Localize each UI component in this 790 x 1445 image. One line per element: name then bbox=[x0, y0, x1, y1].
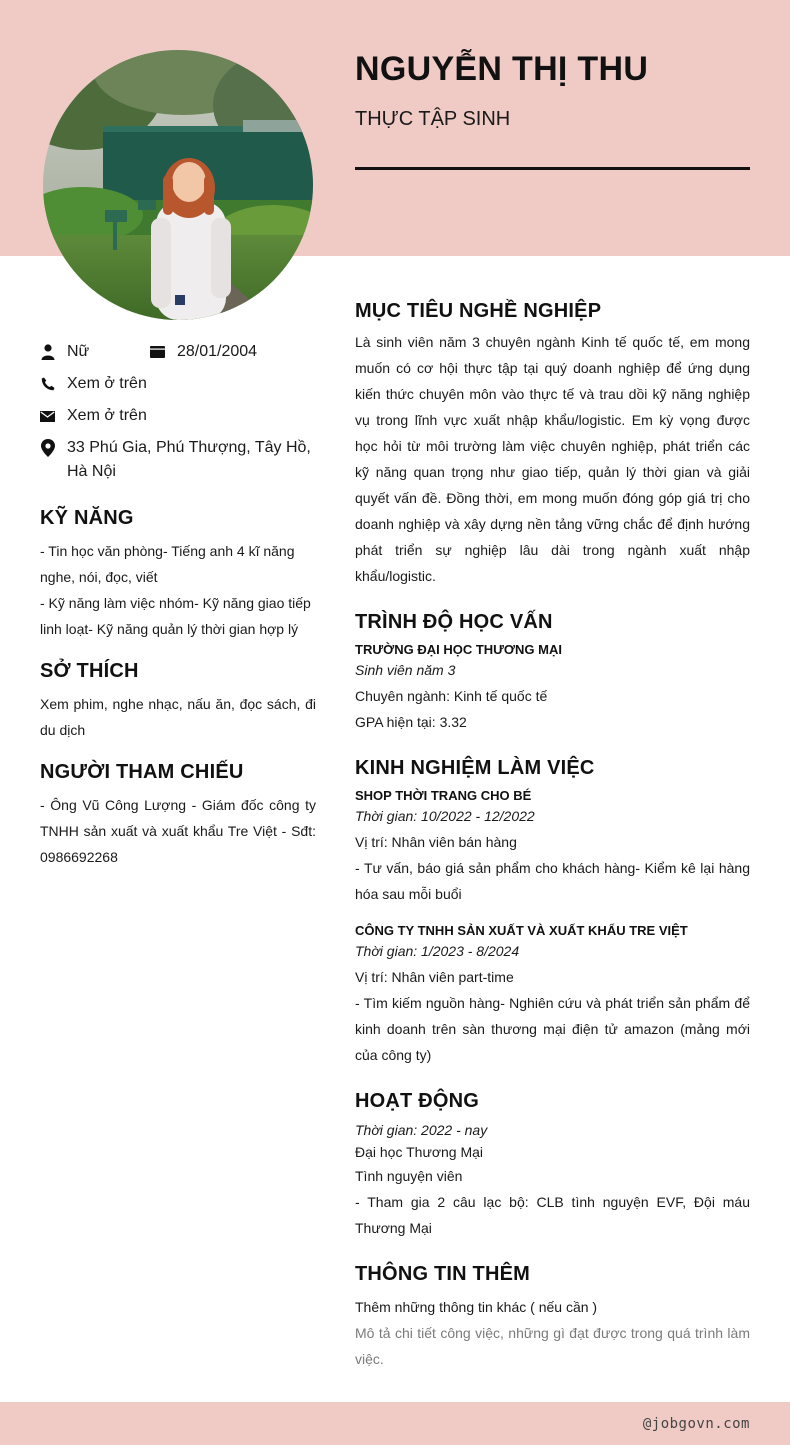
activities-description: - Tham gia 2 câu lạc bộ: CLB tình nguyện EVF, Đội máu Thương Mại bbox=[355, 1194, 750, 1236]
references-section bbox=[40, 761, 316, 870]
experience-entry bbox=[355, 921, 750, 1068]
experience-period: Thời gian: 10/2022 - 12/2022 bbox=[355, 808, 535, 824]
left-column bbox=[40, 340, 316, 870]
objective-text: Là sinh viên năm 3 chuyên ngành Kinh tế quốc tế, em mong muốn có cơ hội thực tập tại quý doanh nghiệp để ứng dụng kiến thức chuyên môn vào thực tế và trau dồi kỹ năng nghiệp vụ trong lĩnh vực xuất nhập khẩu/logistic. Em kỳ vọng được học hỏi từ môi trường làm việc chuyên nghiệp, phát triển các kỹ năng quan trọng như giao tiếp, quản lý thời gian và giải quyết vấn đề. Đồng thời, em mong muốn đóng góp giá trị cho doanh nghiệp và xây dựng nền tảng vững chắc để định hướng phát triển sự nghiệp lâu dài trong ngành xuất nhập khẩu/logistic. bbox=[355, 334, 750, 584]
experience-heading: KINH NGHIỆM LÀM VIỆC bbox=[355, 757, 595, 779]
profile-photo bbox=[43, 50, 313, 320]
activities-section bbox=[355, 1090, 750, 1241]
additional-info-section bbox=[355, 1263, 750, 1372]
contact-phone bbox=[40, 372, 316, 396]
additional-info-heading: THÔNG TIN THÊM bbox=[355, 1263, 531, 1285]
right-column bbox=[355, 300, 750, 1394]
hobbies-section bbox=[40, 660, 316, 743]
job-title: THỰC TẬP SINH bbox=[355, 108, 511, 130]
experience-company: CÔNG TY TNHH SẢN XUẤT VÀ XUẤT KHẨU TRE VIỆT bbox=[355, 923, 688, 938]
additional-info-placeholder: Mô tả chi tiết công việc, những gì đạt được trong quá trình làm việc. bbox=[355, 1325, 750, 1367]
hobbies-heading: SỞ THÍCH bbox=[40, 660, 139, 682]
experience-section bbox=[355, 757, 750, 1068]
footer-watermark: @jobgovn.com bbox=[642, 1416, 750, 1432]
experience-position: Vị trí: Nhân viên bán hàng bbox=[355, 834, 517, 850]
activities-heading: HOẠT ĐỘNG bbox=[355, 1090, 480, 1112]
experience-entry bbox=[355, 786, 750, 907]
profile-photo-illustration bbox=[43, 50, 313, 320]
activities-period: Thời gian: 2022 - nay bbox=[355, 1122, 488, 1138]
skills-section bbox=[40, 507, 316, 642]
experience-position: Vị trí: Nhân viên part-time bbox=[355, 969, 514, 985]
education-gpa: GPA hiện tại: 3.32 bbox=[355, 714, 467, 730]
envelope-icon bbox=[40, 404, 55, 428]
location-pin-icon bbox=[40, 436, 55, 460]
experience-period: Thời gian: 1/2023 - 8/2024 bbox=[355, 943, 520, 959]
skills-heading: KỸ NĂNG bbox=[40, 507, 134, 529]
activities-organization: Đại học Thương Mại bbox=[355, 1144, 484, 1160]
references-heading: NGƯỜI THAM CHIẾU bbox=[40, 761, 244, 783]
address-value: 33 Phú Gia, Phú Thượng, Tây Hồ, Hà Nội bbox=[67, 439, 311, 480]
skills-line-2: - Kỹ năng làm việc nhóm- Kỹ năng giao tiếp linh loạt- Kỹ năng quản lý thời gian hợp lý bbox=[40, 595, 311, 637]
phone-icon bbox=[40, 372, 55, 396]
dob-value: 28/01/2004 bbox=[177, 343, 258, 360]
skills-line-1: - Tin học văn phòng- Tiếng anh 4 kĩ năng nghe, nói, đọc, viết bbox=[40, 543, 295, 585]
education-major: Chuyên ngành: Kinh tế quốc tế bbox=[355, 688, 548, 704]
experience-description: - Tìm kiếm nguồn hàng- Nghiên cứu và phát triển sản phẩm để kinh doanh trên sàn thương mại điện tử amazon (mảng mới của công ty) bbox=[355, 995, 750, 1063]
education-section bbox=[355, 611, 750, 735]
calendar-icon bbox=[150, 340, 165, 364]
education-year: Sinh viên năm 3 bbox=[355, 662, 456, 678]
contact-email bbox=[40, 404, 316, 428]
additional-info-title: Thêm những thông tin khác ( nếu cần ) bbox=[355, 1299, 598, 1315]
email-value: Xem ở trên bbox=[67, 407, 147, 424]
contact-address bbox=[40, 436, 316, 484]
education-heading: TRÌNH ĐỘ HỌC VẤN bbox=[355, 611, 553, 633]
experience-company: SHOP THỜI TRANG CHO BÉ bbox=[355, 788, 532, 803]
hobbies-text: Xem phim, nghe nhạc, nấu ăn, đọc sách, đi du dịch bbox=[40, 696, 316, 738]
phone-value: Xem ở trên bbox=[67, 375, 147, 392]
objective-section bbox=[355, 300, 750, 589]
gender-value: Nữ bbox=[67, 343, 90, 360]
person-icon bbox=[40, 340, 55, 364]
activities-role: Tình nguyện viên bbox=[355, 1168, 463, 1184]
header-divider bbox=[355, 167, 750, 170]
experience-description: - Tư vấn, báo giá sản phẩm cho khách hàng- Kiểm kê lại hàng hóa sau mỗi buổi bbox=[355, 860, 750, 902]
references-text: - Ông Vũ Công Lượng - Giám đốc công ty TNHH sản xuất và xuất khẩu Tre Việt - Sđt: 0986692268 bbox=[40, 797, 316, 865]
school-name: TRƯỜNG ĐẠI HỌC THƯƠNG MẠI bbox=[355, 642, 562, 657]
candidate-name: NGUYỄN THỊ THU bbox=[355, 50, 649, 88]
contact-gender-dob bbox=[40, 340, 316, 364]
objective-heading: MỤC TIÊU NGHỀ NGHIỆP bbox=[355, 300, 602, 322]
